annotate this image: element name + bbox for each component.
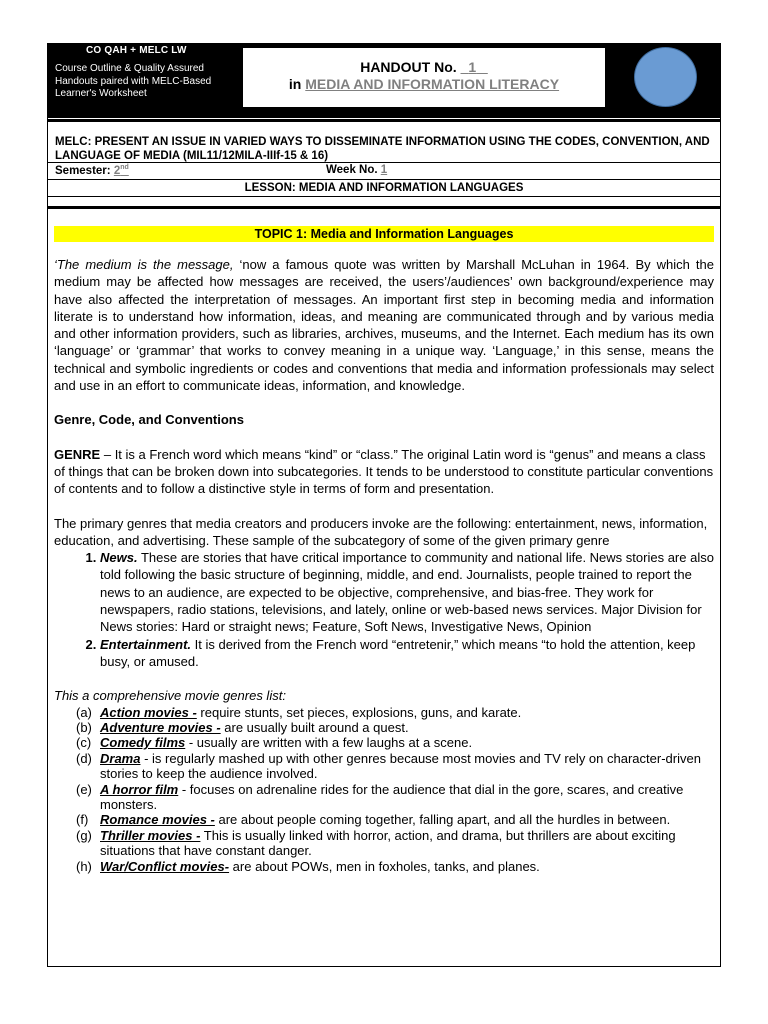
genre-description: require stunts, set pieces, explosions, guns, and karate. [196,704,522,720]
week-label: Week No. [326,164,378,176]
genre-definition-text: – It is a French word which means “kind” or “class.” The original Latin word is “genus” and means a class of things that can be broken down into subcategories. It tends to be understood to constitute particular conventions of contents and to follow a distinctive style in terms of form and presentation. [54,446,714,497]
list-item [54,720,714,735]
melc-statement: MELC: PRESENT AN ISSUE IN VARIED WAYS TO DISSEMINATE INFORMATION USING THE CODES, CONVENTION, AND LANGUAGE OF MEDIA (MIL11/12MILA-IIIf-15 & 16) [55,136,710,162]
topic-title: TOPIC 1: Media and Information Languages [254,227,514,241]
genre-name: Thriller movies - [100,827,201,843]
primary-genre-text: It is derived from the French word “entretenir,” which means “to hold the attention, keep busy, or amused. [100,636,696,669]
genre-description: - is regularly mashed up with other genres because most movies and TV rely on character-driven stories to keep the audience involved. [100,750,701,782]
genre-description: This is usually linked with horror, action, and drama, but thrillers are about exciting situations that have constant danger. [100,827,676,859]
genre-description: are usually built around a quest. [220,719,409,735]
list-item [54,828,714,859]
handout-number: 1 [468,59,477,75]
in-label: in [288,76,302,92]
intro-quote: ‘The medium is the message, [54,257,234,272]
movie-genre-list [54,705,714,874]
co-description: Course Outline & Quality Assured Handouts paired with MELC-Based Learner's Worksheet [55,63,212,99]
list-marker: (a) [76,704,92,720]
semester-value: 2nd [113,164,129,177]
divider [47,179,721,180]
divider [47,119,721,122]
primary-genre-title: Entertainment. [100,636,192,652]
list-marker: (b) [76,719,92,735]
lesson-title: LESSON: MEDIA AND INFORMATION LANGUAGES [244,182,524,194]
divider [47,196,721,197]
list-item [54,812,714,827]
list-marker: (h) [76,858,92,874]
list-item [54,782,714,813]
list-marker: (f) [76,812,89,828]
week-value: 1 [380,164,388,176]
genre-name: A horror film [100,781,179,797]
list-marker: (c) [76,735,92,751]
list-item [100,636,714,671]
co-title: CO QAH + MELC LW [86,45,187,56]
list-item [54,735,714,750]
genre-name: Comedy films [100,735,186,751]
primary-genres-intro: The primary genres that media creators and producers invoke are the following: entertainment, news, information, education, and advertising. These sample of the subcategory of some of the given primary genre [54,515,708,548]
genre-term: GENRE [54,446,101,462]
divider [47,162,721,163]
list-marker: (g) [76,827,92,843]
genre-name: War/Conflict movies- [100,858,230,874]
handout-label: HANDOUT No. [360,59,457,75]
primary-genre-title: News. [100,550,138,566]
genre-definition [54,446,714,498]
genre-name: Romance movies - [100,812,215,828]
list-item [54,705,714,720]
subject-title: MEDIA AND INFORMATION LITERACY [305,76,560,92]
list-marker: (e) [76,781,92,797]
genre-description: are about people coming together, falling apart, and all the hurdles in between. [214,812,671,828]
semester-label: Semester: [55,164,111,177]
semester-field [55,164,129,177]
list-marker: (d) [76,750,92,766]
handout-body [54,256,714,874]
movie-genres-intro: This a comprehensive movie genres list: [54,688,286,704]
list-item [100,549,714,635]
genre-description: - focuses on adrenaline rides for the audience that dial in the gore, scares, and creative monsters. [100,781,684,812]
genre-name: Drama [100,750,141,766]
genre-description: - usually are written with a few laughs at a scene. [185,735,473,751]
list-item [54,859,714,874]
primary-genre-list [54,549,714,670]
genre-name: Action movies - [100,704,197,720]
intro-text: ‘now a famous quote was written by Marshall McLuhan in 1964. By which the medium may be affected how messages are received, the users’/audiences’ own background/experience may have also affected the interpretation of messages. An important first step in becoming media and information literate is to understand how information, ideas, and meaning are communicated through and by various media and other information providers, such as libraries, archives, museums, and the Internet. Each medium has its own ‘language’ or ‘grammar’ that works to convey meaning in a unique way. ‘Language,’ in this sense, means the technical and symbolic ingredients or codes and conventions that media and information professionals may select and use in an effort to communicate ideas, information, and knowledge. [54,257,714,394]
genre-heading: Genre, Code, and Conventions [54,412,244,428]
genre-description: are about POWs, men in foxholes, tanks, and planes. [229,858,540,874]
intro-paragraph [54,256,714,394]
divider [47,206,721,209]
week-field [326,164,387,176]
genre-name: Adventure movies - [100,719,221,735]
list-item [54,751,714,782]
primary-genre-text: These are stories that have critical importance to community and national life. News stories are also told following the basic structure of beginning, middle, and end. Journalists, people trained to report the news to an audience, are expected to be objective, comprehensive, and bias-free. They work for newspapers, radio stations, televisions, and lately, online or web-based news services. Major Division for News stories: Hard or straight news; Feature, Soft News, Investigative News, Opinion [100,550,714,635]
